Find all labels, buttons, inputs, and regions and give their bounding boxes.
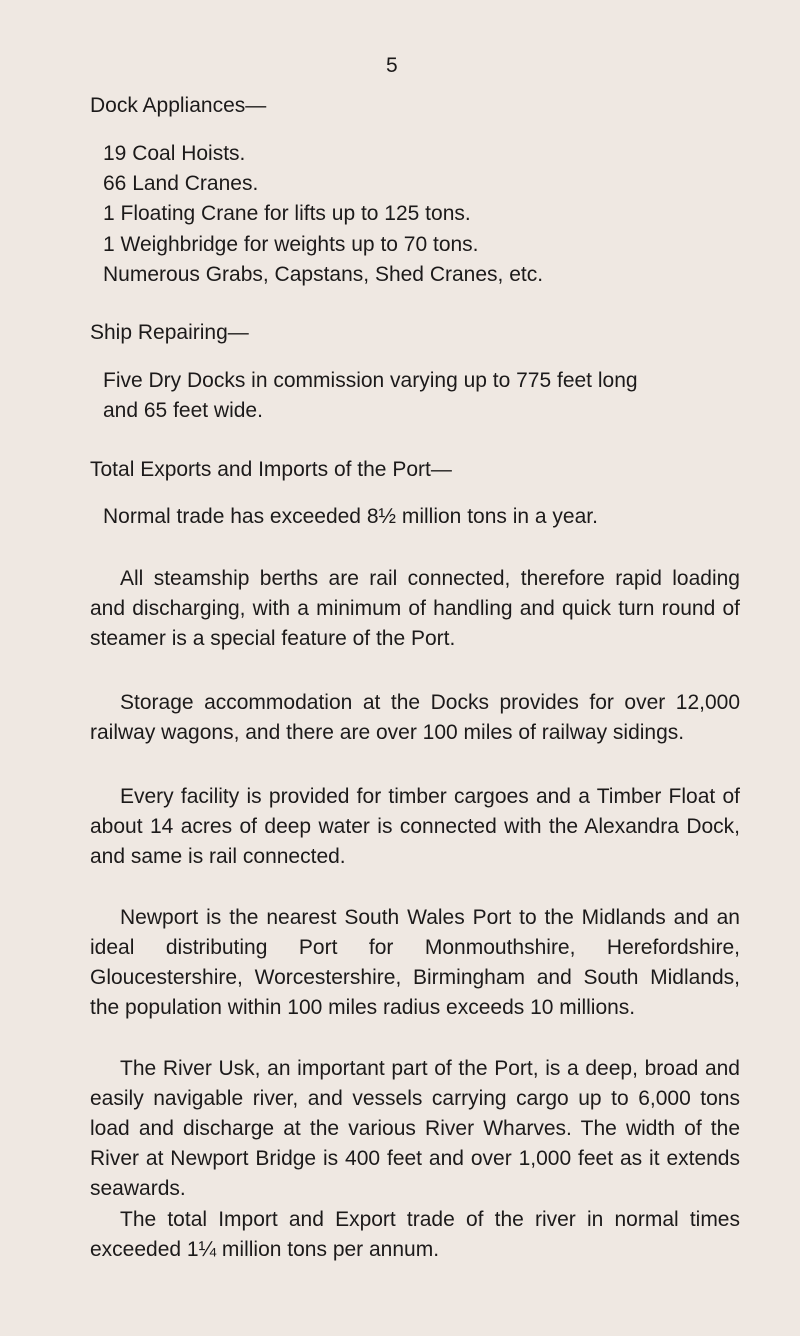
dock-appliances-heading: Dock Appliances— <box>90 94 267 117</box>
paragraph-text: Storage accommodation at the Docks provides for over 12,000 railway wagons, and there are over 100 miles of railway sidings. <box>90 691 740 744</box>
paragraph-text: Every facility is provided for timber cargoes and a Timber Float of about 14 acres of deep water is connected with the Alexandra Dock, and same is rail connected. <box>90 785 740 868</box>
paragraph <box>90 903 740 1023</box>
paragraph <box>90 782 740 872</box>
exports-imports-heading: Total Exports and Imports of the Port— <box>90 458 452 481</box>
paragraph <box>90 1054 740 1204</box>
ship-repairing-line: and 65 feet wide. <box>103 399 263 422</box>
list-item: Numerous Grabs, Capstans, Shed Cranes, etc. <box>103 263 544 286</box>
ship-repairing-line: Five Dry Docks in commission varying up to 775 feet long <box>103 369 638 392</box>
paragraph <box>90 564 740 654</box>
ship-repairing-heading: Ship Repairing— <box>90 321 249 344</box>
paragraph-text: Newport is the nearest South Wales Port to the Midlands and an ideal distributing Port for Monmouthshire, Herefordshire, Gloucestershire, Worcestershire, Birmingham and South Midlands, the population within 100 miles radius exceeds 10 millions. <box>90 906 740 1019</box>
paragraph-text: The total Import and Export trade of the river in normal times exceeded 1¼ million tons per annum. <box>90 1208 740 1261</box>
list-item: 66 Land Cranes. <box>103 172 259 195</box>
list-item: 1 Floating Crane for lifts up to 125 tons. <box>103 202 471 225</box>
paragraph <box>90 688 740 748</box>
paragraph <box>90 1205 740 1265</box>
list-item: 19 Coal Hoists. <box>103 142 246 165</box>
exports-imports-text: Normal trade has exceeded 8½ million tons in a year. <box>103 505 598 528</box>
paragraph-text: The River Usk, an important part of the Port, is a deep, broad and easily navigable river, and vessels carrying cargo up to 6,000 tons load and discharge at the various River Wharves. The width of the River at Newport Bridge is 400 feet and over 1,000 feet as it extends seawards. <box>90 1057 740 1200</box>
paragraph-text: All steamship berths are rail connected, therefore rapid loading and discharging, with a minimum of handling and quick turn round of steamer is a special feature of the Port. <box>90 567 740 650</box>
page-number: 5 <box>386 54 398 77</box>
list-item: 1 Weighbridge for weights up to 70 tons. <box>103 233 479 256</box>
